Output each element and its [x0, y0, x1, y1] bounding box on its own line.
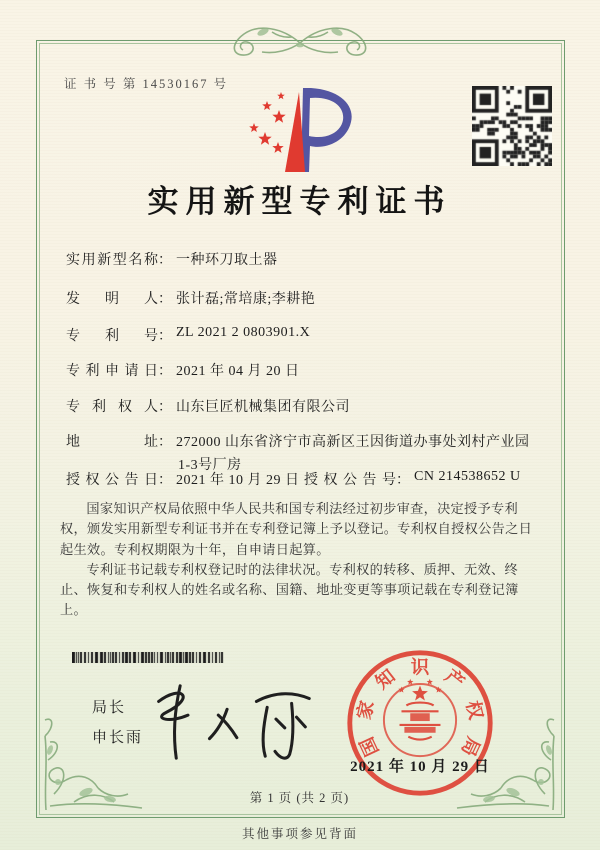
field-row-inventors [66, 288, 540, 308]
svg-text:家: 家 [353, 698, 379, 722]
field-colon: ： [396, 473, 410, 488]
signer-title: 局长 [92, 700, 127, 716]
field-value: 张计磊;常培康;李耕艳 [176, 292, 316, 307]
field-value: 272000 山东省济宁市高新区王因街道办事处刘村产业园 [176, 435, 530, 450]
national-emblem-stars [398, 679, 441, 701]
field-value: 2021 年 04 月 20 日 [176, 364, 300, 379]
field-value: CN 214538652 U [414, 469, 521, 484]
svg-text:权: 权 [461, 698, 487, 722]
field-row-name [66, 249, 540, 269]
svg-text:产: 产 [440, 665, 469, 694]
field-value-line2: 1-3号厂房 [178, 458, 242, 473]
field-pair-grant-number [304, 469, 521, 489]
field-colon: ： [158, 292, 172, 307]
field-colon: ： [158, 435, 172, 450]
svg-text:国: 国 [356, 733, 384, 760]
field-row-grant-date [66, 469, 540, 489]
national-emblem [400, 703, 441, 740]
page-number: 第 1 页 (共 2 页) [249, 791, 350, 805]
barcode [72, 652, 224, 663]
field-row-patentee [66, 396, 540, 416]
national-ip-office-seal [342, 645, 498, 801]
field-row-filing-date [66, 360, 540, 380]
certificate-number: 证 书 号 第 14530167 号 [64, 77, 229, 91]
field-label: 实用新型名称 [66, 253, 158, 268]
svg-text:识: 识 [410, 657, 430, 679]
field-value: 一种环刀取土器 [176, 253, 278, 268]
seal-date: 2021 年 10 月 29 日 [350, 759, 490, 775]
legal-paragraph-2: 专利证书记载专利权登记时的法律状况。专利权的转移、质押、无效、终止、恢复和专利权人的姓名或名称、国籍、地址变更等事项记载在专利登记簿上。 [60, 561, 519, 618]
legal-text-block [60, 499, 542, 621]
field-colon: ： [158, 364, 172, 379]
field-row-address [66, 431, 540, 474]
field-colon: ： [158, 253, 172, 268]
field-value: ZL 2021 2 0803901.X [176, 325, 311, 340]
field-label: 地址 [66, 435, 158, 450]
cnipa-logo-stars [249, 92, 286, 153]
field-label: 专利申请日 [66, 364, 158, 379]
cnipa-logo-p-shape [285, 88, 352, 172]
field-label: 专利权人 [66, 400, 158, 415]
field-label: 授权公告日 [66, 473, 158, 488]
field-colon: ： [158, 400, 172, 415]
handwritten-signature [142, 678, 320, 766]
signer-name: 申长雨 [92, 730, 144, 746]
field-label: 发明人 [66, 292, 158, 307]
field-label: 授权公告号 [304, 473, 396, 488]
qr-code [472, 86, 552, 166]
svg-text:局: 局 [456, 733, 484, 760]
field-value: 2021 年 10 月 29 日 [176, 473, 300, 488]
field-value: 山东巨匠机械集团有限公司 [176, 400, 350, 415]
cnipa-logo [243, 86, 358, 174]
legal-paragraph-1: 国家知识产权局依照中华人民共和国专利法经过初步审查，决定授予专利权，颁发实用新型专利证书并在专利登记簿上予以登记。专利权自授权公告之日起生效。专利权期限为十年，自申请日起算。 [60, 501, 533, 557]
certificate-title: 实用新型专利证书 [147, 184, 452, 219]
back-side-note: 其他事项参见背面 [241, 827, 358, 841]
field-colon: ： [158, 329, 172, 344]
field-row-patent-number [66, 325, 540, 345]
svg-text:知: 知 [371, 665, 400, 694]
field-colon: ： [158, 473, 172, 488]
field-label: 专利号 [66, 329, 158, 344]
